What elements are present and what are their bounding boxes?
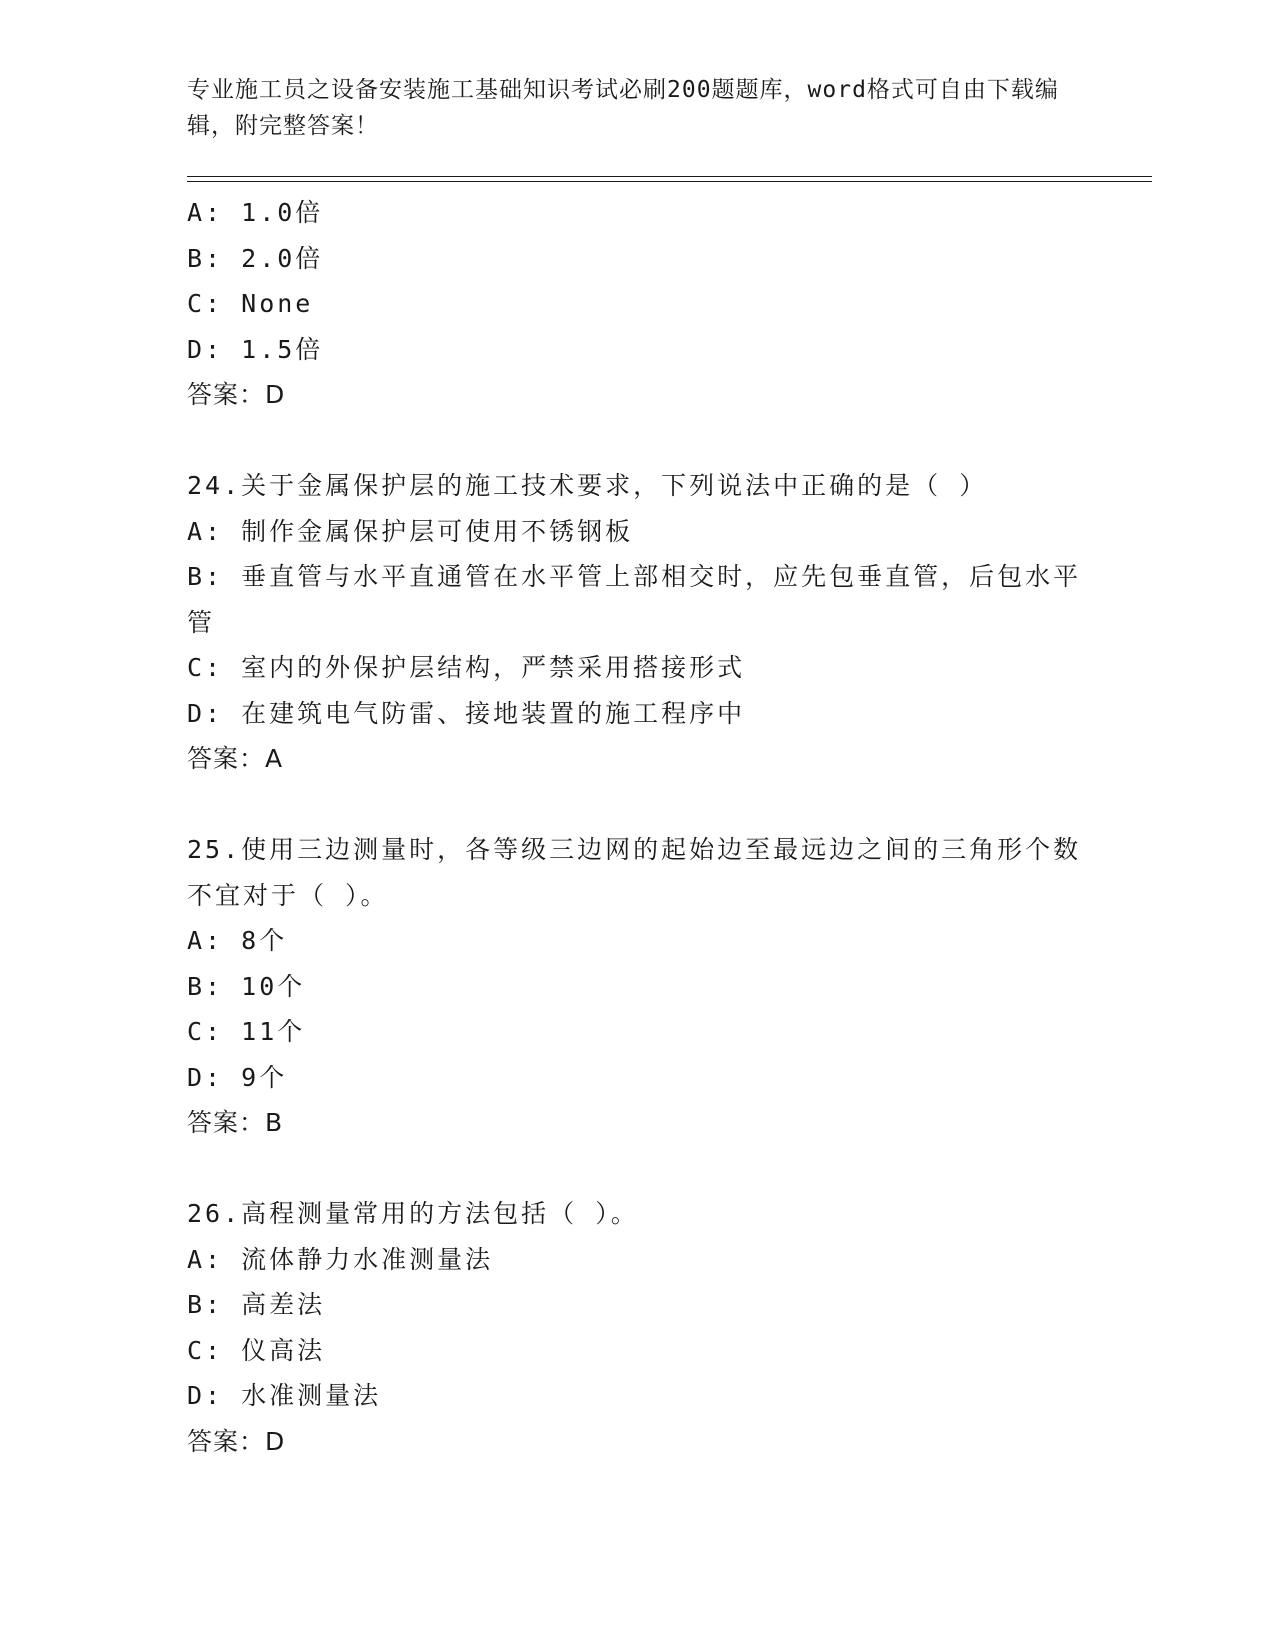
option-a: A: 流体静力水准测量法 [187,1244,494,1274]
option-b: B: 垂直管与水平直通管在水平管上部相交时，应先包垂直管，后包水平管 [187,562,1082,637]
prev-question-block [187,190,1087,418]
document-header-title: 专业施工员之设备安装施工基础知识考试必刷200题题库，word格式可自由下载编辑，附完整答案！ [187,77,1059,139]
spacer [187,418,1087,464]
question-list [187,190,1087,1464]
option-c: C: None [187,289,314,318]
question-stem: 26.高程测量常用的方法包括（ ）。 [187,1199,639,1228]
option-a: A: 1.0倍 [187,198,324,227]
option-d: D: 9个 [187,1062,288,1092]
option-c: C: 仪高法 [187,1335,326,1365]
question-25-block [187,827,1087,1146]
answer-line: 答案：D [187,1426,286,1456]
option-a: A: 制作金属保护层可使用不锈钢板 [187,516,634,546]
option-a: A: 8个 [187,926,288,955]
spacer [187,1146,1087,1192]
option-b: B: 10个 [187,971,306,1001]
option-b: B: 高差法 [187,1290,326,1319]
spacer [187,782,1087,828]
option-b: B: 2.0倍 [187,243,324,273]
option-c: C: 11个 [187,1017,306,1046]
option-d: D: 1.5倍 [187,334,324,364]
header-divider-bottom [187,181,1152,182]
question-stem: 25.使用三边测量时，各等级三边网的起始边至最远边之间的三角形个数不宜对于（ ）。 [187,835,1082,910]
header-divider-top [187,176,1152,177]
answer-line: 答案：D [187,380,286,409]
option-d: D: 在建筑电气防雷、接地装置的施工程序中 [187,698,746,728]
question-stem: 24.关于金属保护层的施工技术要求，下列说法中正确的是（ ） [187,471,988,500]
question-24-block [187,463,1087,782]
option-d: D: 水准测量法 [187,1381,382,1410]
question-26-block [187,1191,1087,1464]
option-c: C: 室内的外保护层结构，严禁采用搭接形式 [187,653,746,682]
answer-line: 答案：B [187,1108,284,1137]
answer-line: 答案：A [187,744,284,773]
